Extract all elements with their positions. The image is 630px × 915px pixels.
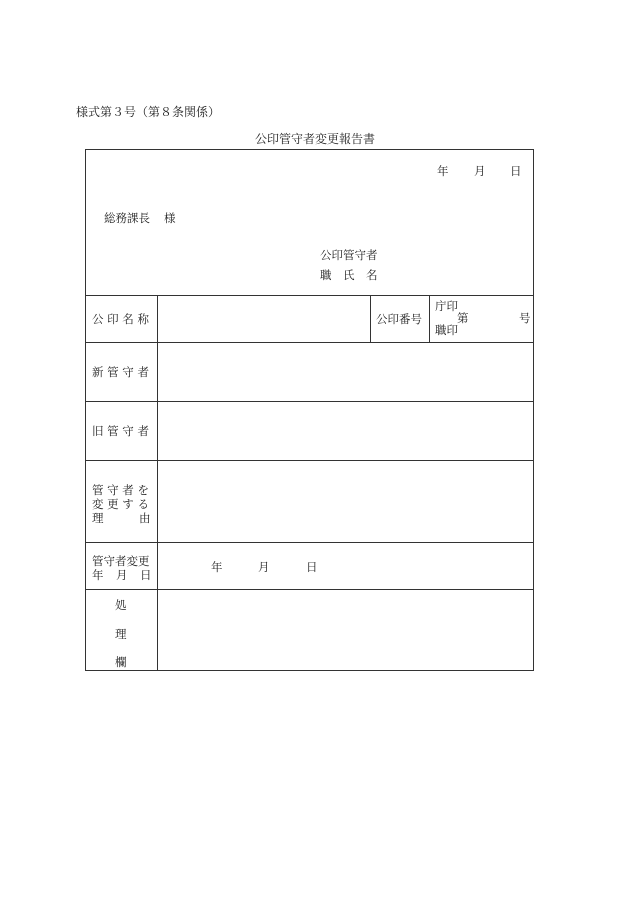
change-date-label-year: 年	[92, 568, 104, 582]
seal-name-field[interactable]	[158, 296, 370, 342]
change-date-label-day: 日	[140, 568, 152, 582]
form-number-label: 様式第３号（第８条関係）	[76, 105, 221, 119]
change-date-label-month: 月	[116, 568, 128, 582]
change-year: 年	[211, 560, 223, 574]
row-divider	[86, 542, 533, 543]
position-name-label: 職 氏 名	[320, 268, 378, 282]
old-keeper-field[interactable]	[158, 402, 533, 460]
reason-label-line3b: 由	[139, 511, 151, 525]
processing-label-2: 理	[115, 627, 127, 641]
processing-field[interactable]	[158, 590, 533, 670]
date-year: 年	[437, 164, 449, 178]
office-seal-label: 庁印	[435, 299, 458, 313]
change-day: 日	[306, 560, 318, 574]
change-month: 月	[258, 560, 270, 574]
seal-number-divider	[429, 295, 430, 342]
official-seal-label: 職印	[435, 323, 458, 337]
old-keeper-label: 旧 管 守 者	[92, 424, 149, 438]
report-form-table	[85, 149, 534, 671]
processing-label-3: 欄	[115, 655, 127, 669]
new-keeper-field[interactable]	[158, 343, 533, 401]
reporter-label: 公印管守者	[320, 248, 378, 262]
reason-label-line1: 管 守 者 を	[92, 483, 149, 497]
addressee: 総務課長	[104, 211, 150, 225]
new-keeper-label: 新 管 守 者	[92, 365, 149, 379]
seal-number-label: 公印番号	[376, 312, 422, 326]
honorific: 様	[164, 211, 176, 225]
processing-label-1: 処	[115, 598, 127, 612]
seal-number-divider	[370, 295, 371, 342]
seal-name-label: 公 印 名 称	[92, 312, 149, 326]
reason-label-line3a: 理	[92, 511, 104, 525]
date-month: 月	[474, 164, 486, 178]
date-day: 日	[510, 164, 522, 178]
number-suffix: 号	[519, 311, 531, 325]
change-date-label-line1: 管守者変更	[92, 554, 150, 568]
reason-label-line2: 変 更 す る	[92, 497, 149, 511]
document-title: 公印管守者変更報告書	[254, 132, 375, 146]
number-prefix: 第	[457, 311, 469, 325]
reason-field[interactable]	[158, 461, 533, 542]
